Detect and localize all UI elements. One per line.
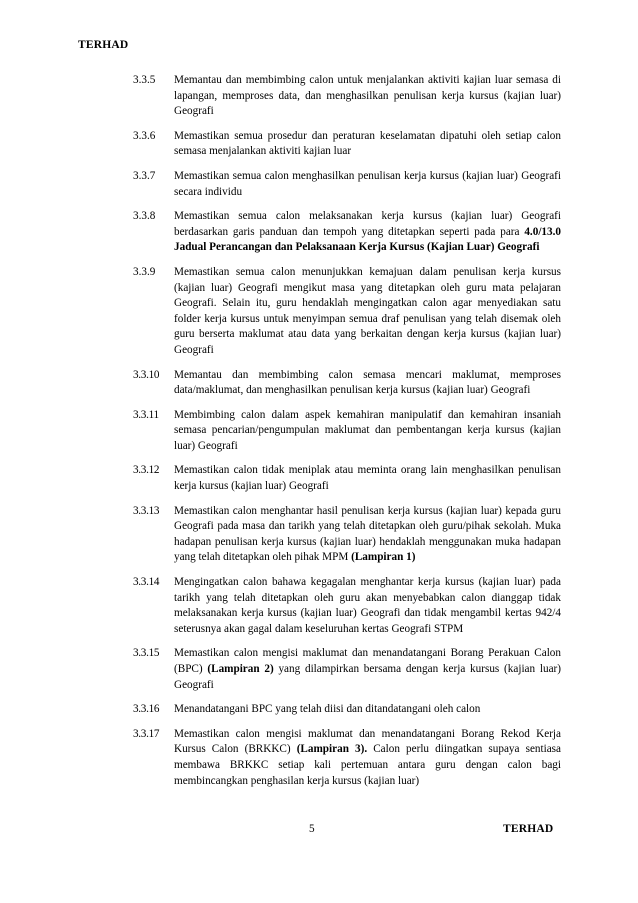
text-run: Memastikan calon mengisi maklumat dan menandatangani Borang Perakuan Calon (BPC)	[174, 647, 561, 675]
item-number: 3.3.8	[133, 210, 156, 223]
classification-header: TERHAD	[78, 39, 129, 51]
item-text	[174, 265, 561, 359]
text-run: Memantau dan membimbing calon semasa mencari maklumat, memproses data/maklumat, dan menghasilkan penulisan kerja kursus (kajian luar) Geografi	[174, 368, 561, 397]
list-item	[133, 209, 561, 256]
item-text	[174, 702, 561, 718]
text-run: Memantau dan membimbing calon untuk menjalankan aktiviti kajian luar semasa di lapangan, memproses data, dan menghasilkan penulisan kerja kursus (kajian luar) Geografi	[174, 74, 561, 118]
text-run: Memastikan calon menghantar hasil penulisan kerja kursus (kajian luar) kepada guru Geografi pada masa dan tarikh yang telah ditetapkan oleh guru/pihak sekolah. Muka hadapan penulisan kerja kursus (kajian luar) hendaklah menggunakan muka hadapan yang telah ditetapkan oleh pihak MPM	[174, 504, 561, 564]
item-number: 3.3.17	[133, 727, 160, 740]
text-run: Memastikan semua calon menghasilkan penulisan kerja kursus (kajian luar) Geografi secara individu	[174, 169, 561, 198]
item-number: 3.3.14	[133, 576, 160, 589]
bold-reference: (Lampiran 1)	[351, 551, 416, 564]
list-item	[133, 463, 561, 494]
item-text	[174, 209, 561, 256]
text-run: Membimbing calon dalam aspek kemahiran manipulatif dan kemahiran insaniah semasa pencarian/pengumpulan maklumat dan pembentangan kerja kursus (kajian luar) Geografi	[174, 408, 561, 452]
item-text	[174, 169, 561, 200]
item-text	[174, 504, 561, 566]
item-number: 3.3.10	[133, 368, 160, 381]
list-item	[133, 73, 561, 120]
list-item	[133, 727, 561, 789]
item-number: 3.3.7	[133, 169, 156, 182]
list-item	[133, 265, 561, 359]
item-text	[174, 727, 561, 789]
list-item	[133, 702, 561, 718]
duty-list	[133, 73, 561, 798]
item-number: 3.3.5	[133, 74, 156, 86]
list-item	[133, 129, 561, 160]
text-run: Memastikan semua prosedur dan peraturan keselamatan dipatuhi oleh setiap calon semasa menjalankan aktiviti kajian luar	[174, 129, 561, 158]
bold-reference: (Lampiran 3).	[296, 743, 368, 756]
item-number: 3.3.16	[133, 703, 160, 716]
page-number: 5	[309, 823, 315, 835]
item-text	[174, 368, 561, 399]
item-number: 3.3.13	[133, 504, 160, 517]
list-item	[133, 169, 561, 200]
list-item	[133, 575, 561, 637]
list-item	[133, 646, 561, 693]
list-item	[133, 408, 561, 455]
bold-reference: (Lampiran 2)	[207, 663, 274, 675]
item-text	[174, 73, 561, 120]
text-run: Mengingatkan calon bahawa kegagalan menghantar kerja kursus (kajian luar) pada tarikh yang telah ditetapkan oleh guru akan menyebabkan calon dianggap tidak melaksanakan kerja kursus (kajian luar) Geografi dan tidak mengambil kertas 942/4 seterusnya akan gagal dalam keseluruhan kertas Geografi STPM	[174, 576, 561, 635]
text-run: Memastikan calon tidak meniplak atau meminta orang lain menghasilkan penulisan kerja kursus (kajian luar) Geografi	[174, 464, 561, 493]
item-number: 3.3.12	[133, 464, 160, 477]
item-text	[174, 575, 561, 637]
bold-reference: 4.0/13.0 Jadual Perancangan dan Pelaksanaan Kerja Kursus (Kajian Luar) Geografi	[174, 225, 561, 254]
text-run: Memastikan calon mengisi maklumat dan menandatangani Borang Rekod Kerja Kursus Calon (BRKKC)	[174, 727, 561, 756]
item-number: 3.3.6	[133, 129, 156, 142]
item-number: 3.3.11	[133, 408, 159, 421]
item-number: 3.3.15	[133, 647, 160, 660]
item-number: 3.3.9	[133, 265, 156, 278]
text-run: Menandatangani BPC yang telah diisi dan ditandatangani oleh calon	[174, 703, 481, 716]
text-run: Memastikan semua calon menunjukkan kemajuan dalam penulisan kerja kursus (kajian luar) Geografi mengikut masa yang ditetapkan oleh guru mata pelajaran Geografi. Selain itu, guru hendaklah mengingatkan calon agar menyediakan satu folder kerja kursus untuk menyimpan semua draf penulisan yang telah disemak oleh guru berserta maklumat atau data yang berkaitan dengan kerja kursus (kajian luar) Geografi	[174, 265, 561, 356]
item-text	[174, 129, 561, 160]
item-text	[174, 463, 561, 494]
text-run: Calon perlu diingatkan supaya sentiasa membawa BRKKC setiap kali pertemuan antara guru dengan calon bagi membincangkan penghasilan kerja kursus (kajian luar)	[174, 743, 562, 787]
item-text	[174, 408, 561, 455]
item-text	[174, 646, 561, 693]
list-item	[133, 368, 561, 399]
text-run: yang dilampirkan bersama dengan kerja kursus (kajian luar) Geografi	[174, 663, 561, 691]
classification-footer: TERHAD	[503, 823, 554, 835]
text-run: Memastikan semua calon melaksanakan kerja kursus (kajian luar) Geografi berdasarkan garis panduan dan tempoh yang ditetapkan seperti pada para	[174, 210, 561, 238]
list-item	[133, 504, 561, 566]
